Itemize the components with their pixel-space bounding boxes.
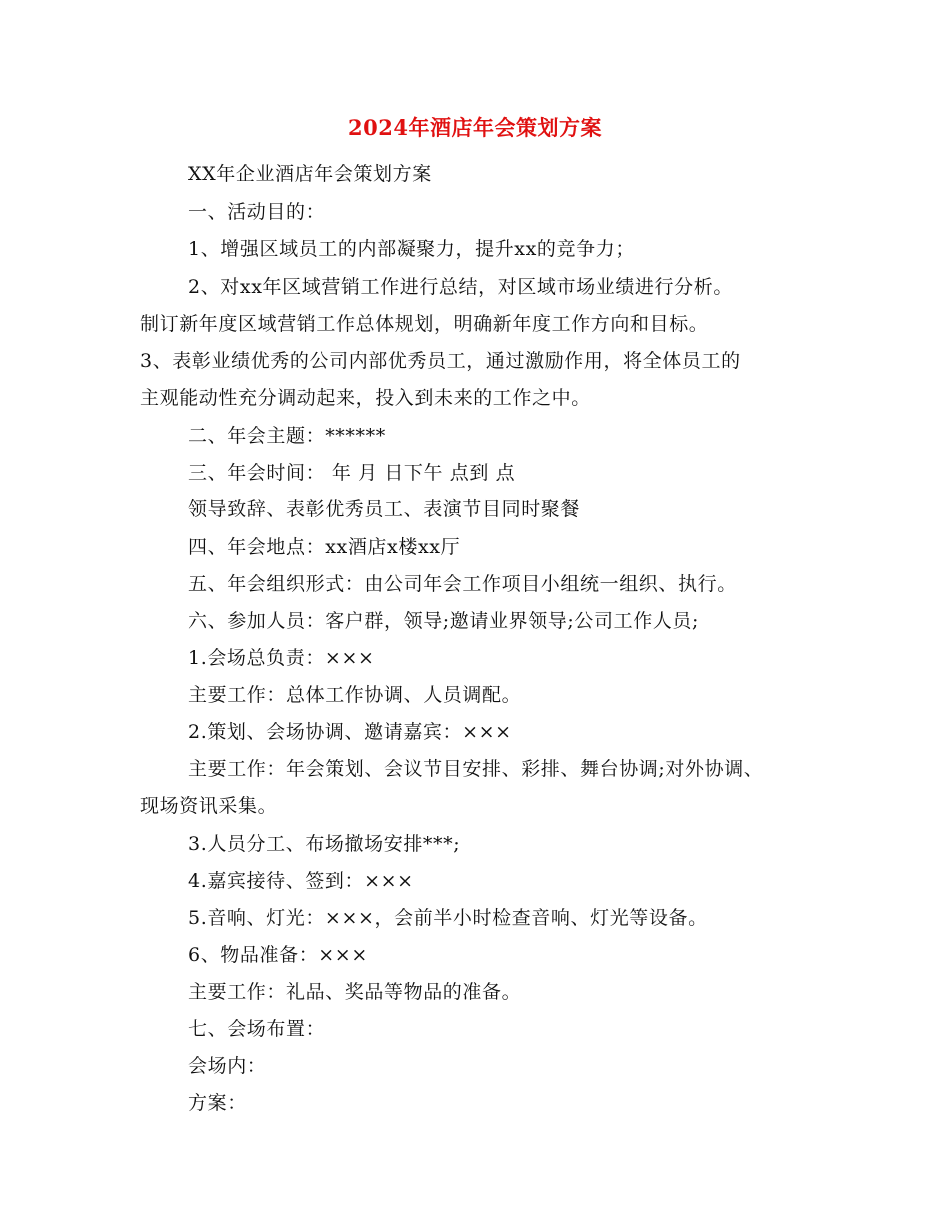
list-item: 6、物品准备：××× xyxy=(188,944,368,966)
section-heading: 一、活动目的： xyxy=(188,201,326,223)
paragraph-line: 方案： xyxy=(188,1092,247,1114)
paragraph-line: 领导致辞、表彰优秀员工、表演节目同时聚餐 xyxy=(188,498,581,520)
paragraph-line: 制订新年度区域营销工作总体规划，明确新年度工作方向和目标。 xyxy=(140,313,709,335)
paragraph-line: 主要工作：礼品、奖品等物品的准备。 xyxy=(188,981,522,1003)
paragraph-line: 主观能动性充分调动起来，投入到未来的工作之中。 xyxy=(140,387,591,409)
paragraph-line: 会场内： xyxy=(188,1055,267,1077)
document-title: 2024年酒店年会策划方案 xyxy=(348,115,602,140)
doc-subtitle: XX年企业酒店年会策划方案 xyxy=(188,163,432,185)
section-heading: 二、年会主题：****** xyxy=(188,425,386,447)
section-heading: 七、会场布置： xyxy=(188,1018,326,1040)
section-heading: 四、年会地点：xx酒店x楼xx厅 xyxy=(188,536,461,558)
paragraph-line: 主要工作：年会策划、会议节目安排、彩排、舞台协调;对外协调、 xyxy=(188,758,764,780)
paragraph-line: 1、增强区域员工的内部凝聚力，提升xx的竞争力； xyxy=(188,238,635,260)
list-item: 4.嘉宾接待、签到：××× xyxy=(188,870,414,892)
paragraph-line: 现场资讯采集。 xyxy=(140,795,278,817)
list-item: 1.会场总负责：××× xyxy=(188,647,375,669)
section-heading: 五、年会组织形式：由公司年会工作项目小组统一组织、执行。 xyxy=(188,573,737,595)
list-item: 2.策划、会场协调、邀请嘉宾：××× xyxy=(188,721,512,743)
list-item: 5.音响、灯光：×××，会前半小时检查音响、灯光等设备。 xyxy=(188,907,708,929)
section-heading: 六、参加人员：客户群，领导;邀请业界领导;公司工作人员; xyxy=(188,610,700,632)
paragraph-line: 3、表彰业绩优秀的公司内部优秀员工，通过激励作用，将全体员工的 xyxy=(140,350,741,372)
paragraph-line: 主要工作：总体工作协调、人员调配。 xyxy=(188,684,522,706)
list-item: 3.人员分工、布场撤场安排***; xyxy=(188,833,461,855)
paragraph-line: 2、对xx年区域营销工作进行总结，对区域市场业绩进行分析。 xyxy=(188,276,733,298)
section-heading: 三、年会时间： 年 月 日下午 点到 点 xyxy=(188,462,516,484)
